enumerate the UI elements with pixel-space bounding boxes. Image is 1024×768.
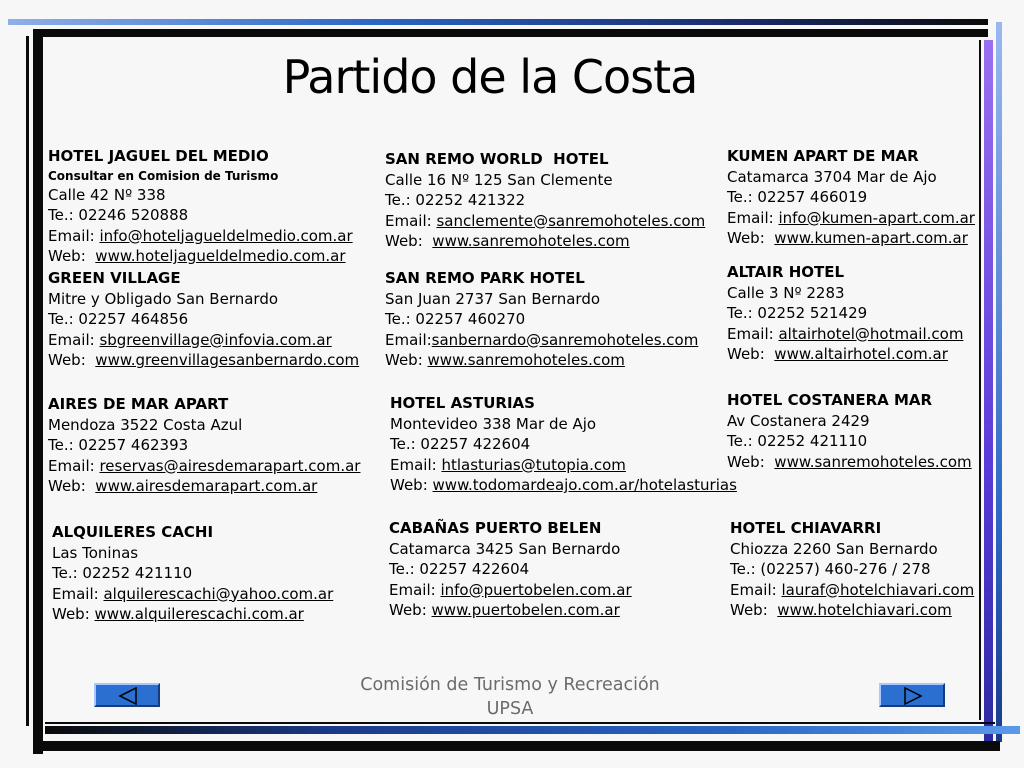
hotel-card bbox=[48, 268, 359, 371]
hotel-card bbox=[727, 262, 963, 365]
hotel-email-line bbox=[390, 455, 737, 476]
hotel-phone: Te.: 02252 521429 bbox=[727, 304, 868, 322]
hotel-email-line bbox=[727, 324, 963, 345]
web-link[interactable]: www.alquilerescachi.com.ar bbox=[94, 605, 304, 623]
hotel-address: San Juan 2737 San Bernardo bbox=[385, 289, 601, 308]
email-label: Email: bbox=[730, 580, 782, 599]
web-link[interactable]: www.airesdemarapart.com.ar bbox=[95, 477, 318, 495]
hotel-name: HOTEL JAGUEL DEL MEDIO bbox=[48, 147, 269, 165]
hotel-address: Las Toninas bbox=[52, 543, 139, 562]
email-label: Email: bbox=[389, 580, 441, 599]
hotel-card bbox=[48, 394, 360, 497]
hotel-email-line bbox=[48, 330, 359, 351]
hotel-email-line bbox=[389, 580, 632, 601]
web-label: Web: bbox=[727, 345, 775, 363]
web-link[interactable]: www.sanremohoteles.com bbox=[432, 232, 630, 250]
hotel-address: Chiozza 2260 San Bernardo bbox=[730, 539, 938, 558]
web-label: Web: bbox=[730, 601, 778, 619]
hotel-web-line bbox=[727, 452, 972, 473]
hotel-name: HOTEL COSTANERA MAR bbox=[727, 391, 933, 409]
hotel-email-line bbox=[385, 330, 698, 351]
hotel-name: ALTAIR HOTEL bbox=[727, 263, 845, 281]
email-link[interactable]: reservas@airesdemarapart.com.ar bbox=[99, 456, 361, 475]
hotel-address: Catamarca 3425 San Bernardo bbox=[389, 539, 621, 558]
email-label: Email: bbox=[727, 324, 779, 343]
web-link[interactable]: www.hotelchiavari.com bbox=[777, 601, 952, 619]
hotel-card bbox=[52, 522, 333, 625]
hotel-name: AIRES DE MAR APART bbox=[48, 395, 229, 413]
hotel-phone: Te.: 02257 466019 bbox=[727, 188, 868, 206]
email-label: Email: bbox=[48, 456, 100, 475]
frame-right-blue-bar bbox=[996, 22, 1002, 742]
hotel-phone: Te.: 02257 422604 bbox=[389, 560, 530, 578]
web-label: Web: bbox=[389, 601, 432, 619]
hotel-web-line bbox=[727, 344, 963, 365]
email-link[interactable]: info@hoteljagueldelmedio.com.ar bbox=[99, 226, 353, 245]
footer bbox=[330, 673, 690, 721]
email-label: Email: bbox=[390, 455, 442, 474]
email-link[interactable]: alquilerescachi@yahoo.com.ar bbox=[103, 584, 334, 603]
hotel-name: ALQUILERES CACHI bbox=[52, 523, 214, 541]
web-link[interactable]: www.kumen-apart.com.ar bbox=[774, 229, 968, 247]
footer-organization: Comisión de Turismo y Recreación bbox=[360, 675, 660, 695]
hotel-name: GREEN VILLAGE bbox=[48, 269, 181, 287]
hotel-phone: Te.: 02257 464856 bbox=[48, 310, 189, 328]
web-label: Web: bbox=[727, 229, 775, 247]
email-link[interactable]: sbgreenvillage@infovia.com.ar bbox=[99, 330, 332, 349]
email-link[interactable]: info@puertobelen.com.ar bbox=[440, 580, 632, 599]
hotel-card bbox=[727, 146, 975, 249]
web-label: Web: bbox=[48, 477, 96, 495]
hotel-web-line bbox=[385, 350, 698, 371]
hotel-card bbox=[730, 518, 974, 621]
web-link[interactable]: www.todomardeajo.com.ar/hotelasturias bbox=[432, 476, 737, 494]
hotel-address: Montevideo 338 Mar de Ajo bbox=[390, 414, 597, 433]
hotel-card bbox=[727, 390, 972, 472]
email-link[interactable]: lauraf@hotelchiavari.com bbox=[781, 580, 975, 599]
hotel-address: Calle 16 Nº 125 San Clemente bbox=[385, 170, 613, 189]
web-label: Web: bbox=[48, 351, 96, 369]
web-link[interactable]: www.sanremohoteles.com bbox=[427, 351, 625, 369]
hotel-email-line bbox=[727, 208, 975, 229]
hotel-web-line bbox=[385, 231, 705, 252]
email-label: Email: bbox=[727, 208, 779, 227]
frame-top-blue-bar bbox=[8, 19, 988, 25]
email-link[interactable]: sanbernardo@sanremohoteles.com bbox=[431, 330, 699, 349]
email-label: Email: bbox=[48, 226, 100, 245]
hotel-phone: Te.: (02257) 460-276 / 278 bbox=[730, 560, 931, 578]
web-link[interactable]: www.greenvillagesanbernardo.com bbox=[95, 351, 360, 369]
email-label: Email: bbox=[385, 211, 437, 230]
web-label: Web: bbox=[48, 247, 96, 265]
web-link[interactable]: www.hoteljagueldelmedio.com.ar bbox=[95, 247, 346, 265]
frame-right-thin-bar bbox=[979, 40, 981, 720]
web-link[interactable]: www.puertobelen.com.ar bbox=[431, 601, 620, 619]
web-label: Web: bbox=[727, 452, 775, 471]
hotel-web-line bbox=[389, 600, 632, 621]
hotel-email-line bbox=[385, 211, 705, 232]
web-label: Web: bbox=[385, 351, 428, 369]
hotel-address: Mitre y Obligado San Bernardo bbox=[48, 289, 279, 308]
hotel-phone: Te.: 02257 422604 bbox=[390, 435, 531, 453]
web-label: Web: bbox=[52, 605, 95, 623]
hotel-card bbox=[390, 393, 737, 496]
frame-bottom-black-bar bbox=[40, 741, 1000, 751]
hotel-web-line bbox=[730, 600, 974, 621]
hotel-email-line bbox=[48, 456, 360, 477]
hotel-web-line bbox=[48, 246, 353, 267]
hotel-name: HOTEL ASTURIAS bbox=[390, 394, 535, 412]
frame-right-purple-bar bbox=[984, 40, 993, 750]
hotel-name: SAN REMO PARK HOTEL bbox=[385, 269, 585, 287]
hotel-card bbox=[48, 146, 353, 267]
email-label: Email: bbox=[52, 584, 104, 603]
hotel-phone: Te.: 02252 421322 bbox=[385, 191, 526, 209]
frame-bottom-blue-bar bbox=[45, 726, 1020, 734]
web-link[interactable]: www.altairhotel.com.ar bbox=[774, 345, 948, 363]
hotel-phone: Te.: 02246 520888 bbox=[48, 206, 189, 224]
triangle-right-icon bbox=[903, 687, 923, 705]
hotel-address: Calle 42 Nº 338 bbox=[48, 185, 166, 204]
hotel-phone: Te.: 02252 421110 bbox=[727, 432, 868, 450]
hotel-web-line bbox=[48, 350, 359, 371]
hotel-card bbox=[389, 518, 632, 621]
email-link[interactable]: info@kumen-apart.com.ar bbox=[778, 208, 975, 227]
hotel-phone: Te.: 02252 421110 bbox=[52, 564, 193, 582]
web-label: Web: bbox=[390, 476, 433, 494]
hotel-phone: Te.: 02257 460270 bbox=[385, 310, 526, 328]
previous-slide-button[interactable] bbox=[94, 683, 160, 707]
footer-university: UPSA bbox=[486, 699, 534, 719]
web-label: Web: bbox=[385, 232, 433, 250]
next-slide-button[interactable] bbox=[879, 683, 945, 707]
email-link[interactable]: sanclemente@sanremohoteles.com bbox=[436, 211, 706, 230]
hotel-phone: Te.: 02257 462393 bbox=[48, 436, 189, 454]
hotel-email-line bbox=[52, 584, 333, 605]
hotel-address: Mendoza 3522 Costa Azul bbox=[48, 415, 243, 434]
triangle-left-icon bbox=[118, 687, 138, 705]
hotel-web-line bbox=[390, 475, 737, 496]
hotel-web-line bbox=[727, 228, 975, 249]
hotel-card bbox=[385, 149, 705, 252]
hotel-note: Consultar en Comision de Turismo bbox=[48, 168, 279, 183]
email-label: Email: bbox=[48, 330, 100, 349]
email-link[interactable]: altairhotel@hotmail.com bbox=[778, 324, 964, 343]
frame-bottom-thin-bar bbox=[45, 722, 995, 724]
hotel-web-line bbox=[52, 604, 333, 625]
hotel-name: SAN REMO WORLD HOTEL bbox=[385, 150, 609, 168]
hotel-name: CABAÑAS PUERTO BELEN bbox=[389, 519, 602, 537]
hotel-email-line bbox=[730, 580, 974, 601]
hotel-email-line bbox=[48, 226, 353, 247]
hotel-name: HOTEL CHIAVARRI bbox=[730, 519, 882, 537]
page-title: Partido de la Costa bbox=[282, 50, 698, 104]
hotel-card bbox=[385, 268, 698, 371]
web-link[interactable]: www.sanremohoteles.com bbox=[774, 452, 972, 471]
frame-left-thin-bar bbox=[26, 36, 29, 726]
hotel-name: KUMEN APART DE MAR bbox=[727, 147, 919, 165]
frame-left-black-bar bbox=[33, 29, 43, 754]
frame-top-black-bar bbox=[38, 29, 988, 37]
hotel-address: Av Costanera 2429 bbox=[727, 411, 870, 430]
email-label: Email: bbox=[385, 330, 432, 349]
email-link[interactable]: htlasturias@tutopia.com bbox=[441, 455, 626, 474]
hotel-address: Calle 3 Nº 2283 bbox=[727, 283, 845, 302]
hotel-address: Catamarca 3704 Mar de Ajo bbox=[727, 167, 937, 186]
hotel-web-line bbox=[48, 476, 360, 497]
